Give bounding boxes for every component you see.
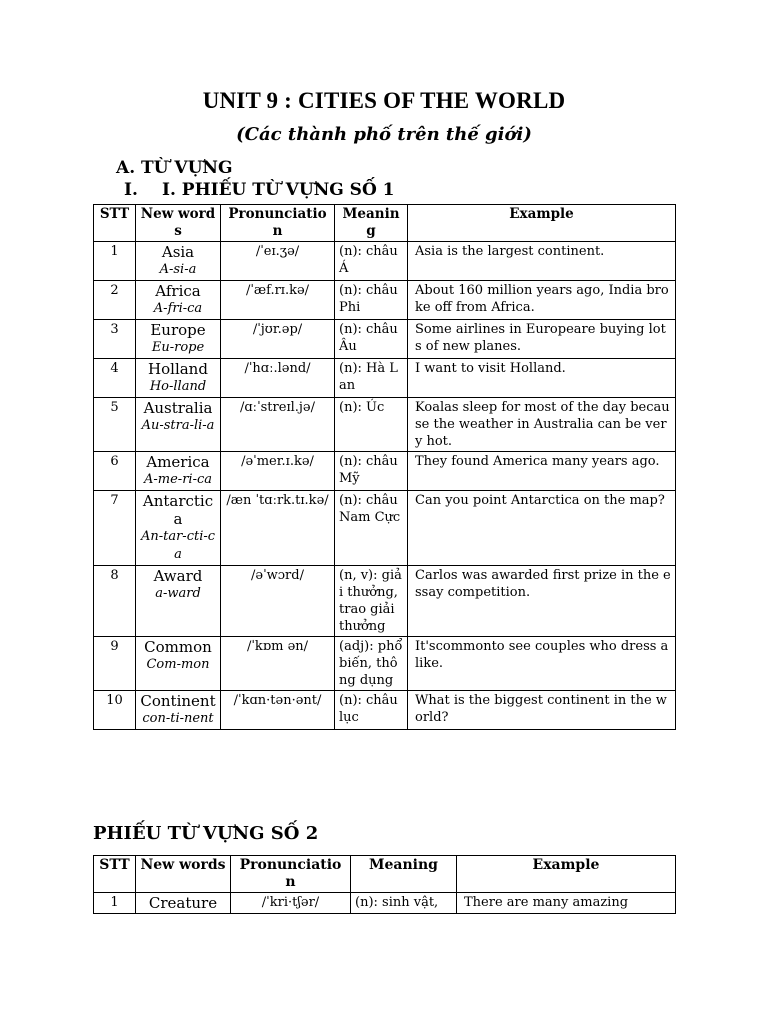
- subsection-heading-sheet-1: [124, 180, 395, 200]
- word-syllables: con-ti-nent: [142, 711, 214, 726]
- cell-stt: 7: [94, 491, 136, 566]
- word-syllables: Au-stra-li-a: [141, 418, 215, 433]
- cell-example: They found America many years ago.: [408, 452, 676, 491]
- cell-meaning: (n): châu Mỹ: [335, 452, 408, 491]
- header-stt: STT: [94, 205, 136, 242]
- cell-new-word: [136, 566, 221, 637]
- table-row: [94, 691, 676, 730]
- word-text: Holland: [148, 360, 208, 378]
- cell-meaning: (n): châu Nam Cực: [335, 491, 408, 566]
- word-syllables: Ho-lland: [149, 379, 207, 394]
- word-syllables: A-si-a: [159, 262, 197, 277]
- header-stt: STT: [94, 856, 136, 893]
- header-meaning: Meaning: [351, 856, 457, 893]
- cell-example: Koalas sleep for most of the day because the weather in Australia can be very hot.: [408, 398, 676, 452]
- table-row: [94, 242, 676, 281]
- subsection-label: I. PHIẾU TỪ VỰNG SỐ 1: [162, 180, 395, 200]
- word-syllables: An-tar-cti-ca: [140, 529, 216, 562]
- cell-pronunciation: /ˈkɒm ən/: [221, 637, 335, 691]
- header-example: Example: [408, 205, 676, 242]
- word-text: Europe: [150, 321, 206, 339]
- cell-stt: 9: [94, 637, 136, 691]
- cell-stt: 3: [94, 320, 136, 359]
- cell-stt: 5: [94, 398, 136, 452]
- cell-example: There are many amazing: [457, 893, 676, 914]
- header-meaning: Meaning: [335, 205, 408, 242]
- word-text: Award: [153, 567, 203, 585]
- cell-new-word: [136, 359, 221, 398]
- cell-new-word: [136, 281, 221, 320]
- cell-new-word: [136, 452, 221, 491]
- cell-pronunciation: /ˈæf.rɪ.kə/: [221, 281, 335, 320]
- cell-example: It'scommonto see couples who dress alike.: [408, 637, 676, 691]
- cell-new-word: [136, 491, 221, 566]
- table-header-row: [94, 856, 676, 893]
- word-text: Continent: [140, 692, 216, 710]
- cell-pronunciation: /əˈwɔrd/: [221, 566, 335, 637]
- table-row: [94, 566, 676, 637]
- header-pronunciation: Pronunciation: [221, 205, 335, 242]
- cell-example: Carlos was awarded first prize in the essay competition.: [408, 566, 676, 637]
- cell-pronunciation: /ˈeɪ.ʒə/: [221, 242, 335, 281]
- cell-meaning: (n): sinh vật,: [351, 893, 457, 914]
- cell-pronunciation: /ˈkri·tʃər/: [231, 893, 351, 914]
- cell-stt: 1: [94, 242, 136, 281]
- cell-example: About 160 million years ago, India broke off from Africa.: [408, 281, 676, 320]
- cell-meaning: (n): Hà Lan: [335, 359, 408, 398]
- cell-meaning: (n): châu Á: [335, 242, 408, 281]
- word-syllables: Eu-rope: [151, 340, 205, 355]
- word-syllables: Com-mon: [146, 657, 210, 672]
- header-new-words: New words: [136, 856, 231, 893]
- cell-pronunciation: /æn ˈtɑːrk.tɪ.kə/: [221, 491, 335, 566]
- page-title: UNIT 9 : CITIES OF THE WORLD: [202, 88, 566, 113]
- table-row: [94, 398, 676, 452]
- word-syllables: A-fri-ca: [153, 301, 203, 316]
- word-text: Australia: [143, 399, 213, 417]
- table-row: [94, 320, 676, 359]
- cell-meaning: (n, v): giải thưởng, trao giải thưởng: [335, 566, 408, 637]
- cell-new-word: [136, 637, 221, 691]
- section-heading-vocabulary: A. TỪ VỰNG: [116, 158, 233, 178]
- header-new-words: New words: [136, 205, 221, 242]
- table-header-row: [94, 205, 676, 242]
- cell-stt: 6: [94, 452, 136, 491]
- table-row: [94, 359, 676, 398]
- cell-pronunciation: /ˈkɑn·tən·ənt/: [221, 691, 335, 730]
- header-pronunciation: Pronunciation: [231, 856, 351, 893]
- word-text: Creature: [148, 894, 218, 912]
- cell-pronunciation: /əˈmer.ɪ.kə/: [221, 452, 335, 491]
- subsection-number: I.: [124, 180, 138, 200]
- cell-new-word: [136, 320, 221, 359]
- cell-example: Asia is the largest continent.: [408, 242, 676, 281]
- word-text: Africa: [155, 282, 201, 300]
- cell-meaning: (adj): phổ biến, thông dụng: [335, 637, 408, 691]
- cell-pronunciation: /ɑːˈstreɪl.jə/: [221, 398, 335, 452]
- cell-meaning: (n): châu Phi: [335, 281, 408, 320]
- sheet-2-heading: PHIẾU TỪ VỰNG SỐ 2: [93, 823, 319, 844]
- table-row: [94, 893, 676, 914]
- table-row: [94, 637, 676, 691]
- header-example: Example: [457, 856, 676, 893]
- cell-stt: 2: [94, 281, 136, 320]
- word-syllables: A-me-ri-ca: [144, 472, 212, 487]
- cell-new-word: [136, 242, 221, 281]
- cell-meaning: (n): Úc: [335, 398, 408, 452]
- table-row: [94, 491, 676, 566]
- cell-new-word: [136, 691, 221, 730]
- word-text: America: [146, 453, 210, 471]
- cell-meaning: (n): châu lục: [335, 691, 408, 730]
- cell-example: I want to visit Holland.: [408, 359, 676, 398]
- word-syllables: a-ward: [155, 586, 201, 601]
- cell-pronunciation: /ˈjʊr.əp/: [221, 320, 335, 359]
- table-row: [94, 452, 676, 491]
- cell-stt: 8: [94, 566, 136, 637]
- word-text: Common: [144, 638, 212, 656]
- vocabulary-table-2: [93, 855, 676, 914]
- cell-new-word: [136, 893, 231, 914]
- cell-example: Some airlines in Europeare buying lots of new planes.: [408, 320, 676, 359]
- word-text: Antarctica: [142, 492, 214, 528]
- cell-stt: 10: [94, 691, 136, 730]
- cell-pronunciation: /ˈhɑː.lənd/: [221, 359, 335, 398]
- cell-stt: 4: [94, 359, 136, 398]
- cell-example: Can you point Antarctica on the map?: [408, 491, 676, 566]
- word-text: Asia: [161, 243, 195, 261]
- page-subtitle: (Các thành phố trên thế giới): [236, 124, 532, 145]
- vocabulary-table-1: [93, 204, 676, 730]
- table-row: [94, 281, 676, 320]
- cell-new-word: [136, 398, 221, 452]
- cell-stt: 1: [94, 893, 136, 914]
- cell-example: What is the biggest continent in the world?: [408, 691, 676, 730]
- cell-meaning: (n): châu Âu: [335, 320, 408, 359]
